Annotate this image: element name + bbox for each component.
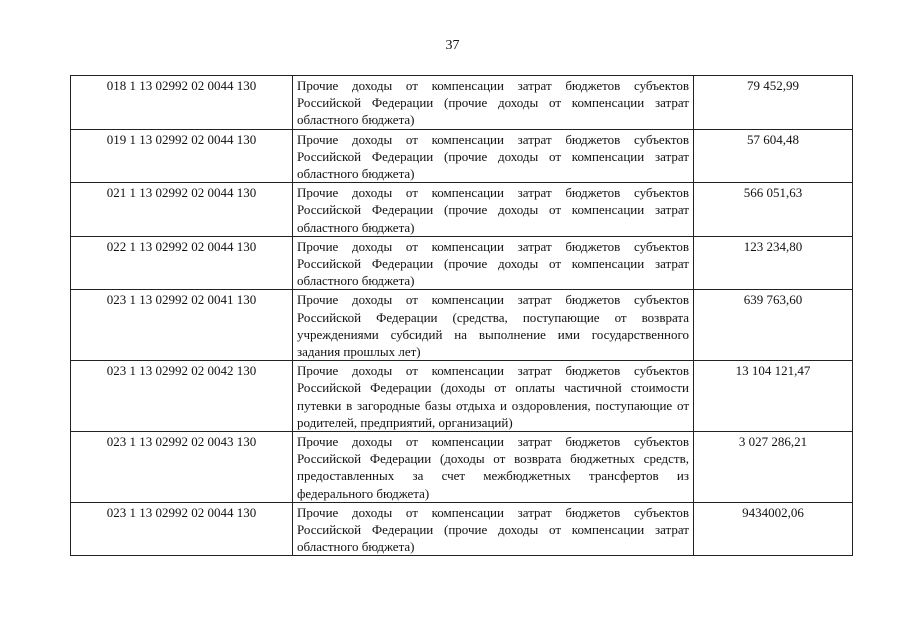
table-row (71, 432, 853, 503)
description-cell: Прочие доходы от компенсации затрат бюджетов субъектов Российской Федерации (прочие доходы от компенсации затрат областного бюджета) (293, 502, 694, 556)
amount-cell: 9434002,06 (694, 502, 853, 556)
budget-code-cell: 023 1 13 02992 02 0041 130 (71, 290, 293, 361)
page-number: 37 (445, 38, 460, 53)
budget-code-cell: 019 1 13 02992 02 0044 130 (71, 129, 293, 183)
description-cell: Прочие доходы от компенсации затрат бюджетов субъектов Российской Федерации (прочие доходы от компенсации затрат областного бюджета) (293, 76, 694, 130)
description-cell: Прочие доходы от компенсации затрат бюджетов субъектов Российской Федерации (средства, поступающие от возврата учреждениями субсидий на выполнение ими государственного задания прошлых лет) (293, 290, 694, 361)
budget-code-cell: 023 1 13 02992 02 0043 130 (71, 432, 293, 503)
amount-cell: 13 104 121,47 (694, 361, 853, 432)
amount-cell: 57 604,48 (694, 129, 853, 183)
amount-cell: 79 452,99 (694, 76, 853, 130)
description-cell: Прочие доходы от компенсации затрат бюджетов субъектов Российской Федерации (прочие доходы от компенсации затрат областного бюджета) (293, 129, 694, 183)
budget-code-cell: 023 1 13 02992 02 0042 130 (71, 361, 293, 432)
amount-cell: 639 763,60 (694, 290, 853, 361)
table-row (71, 129, 853, 183)
table-row (71, 236, 853, 290)
budget-code-cell: 023 1 13 02992 02 0044 130 (71, 502, 293, 556)
table-row (71, 76, 853, 130)
amount-cell: 566 051,63 (694, 183, 853, 237)
amount-cell: 3 027 286,21 (694, 432, 853, 503)
budget-code-cell: 018 1 13 02992 02 0044 130 (71, 76, 293, 130)
description-cell: Прочие доходы от компенсации затрат бюджетов субъектов Российской Федерации (прочие доходы от компенсации затрат областного бюджета) (293, 236, 694, 290)
description-cell: Прочие доходы от компенсации затрат бюджетов субъектов Российской Федерации (доходы от оплаты частичной стоимости путевки в загородные базы отдыха и оздоровления, поступающие от родителей, предприятий, организаций) (293, 361, 694, 432)
budget-code-cell: 021 1 13 02992 02 0044 130 (71, 183, 293, 237)
table-row (71, 361, 853, 432)
budget-code-cell: 022 1 13 02992 02 0044 130 (71, 236, 293, 290)
description-cell: Прочие доходы от компенсации затрат бюджетов субъектов Российской Федерации (доходы от возврата бюджетных средств, предоставленных за счет межбюджетных трансфертов из федерального бюджета) (293, 432, 694, 503)
description-cell: Прочие доходы от компенсации затрат бюджетов субъектов Российской Федерации (прочие доходы от компенсации затрат областного бюджета) (293, 183, 694, 237)
table-row (71, 290, 853, 361)
amount-cell: 123 234,80 (694, 236, 853, 290)
table-row (71, 502, 853, 556)
revenue-table (70, 75, 853, 556)
table-row (71, 183, 853, 237)
